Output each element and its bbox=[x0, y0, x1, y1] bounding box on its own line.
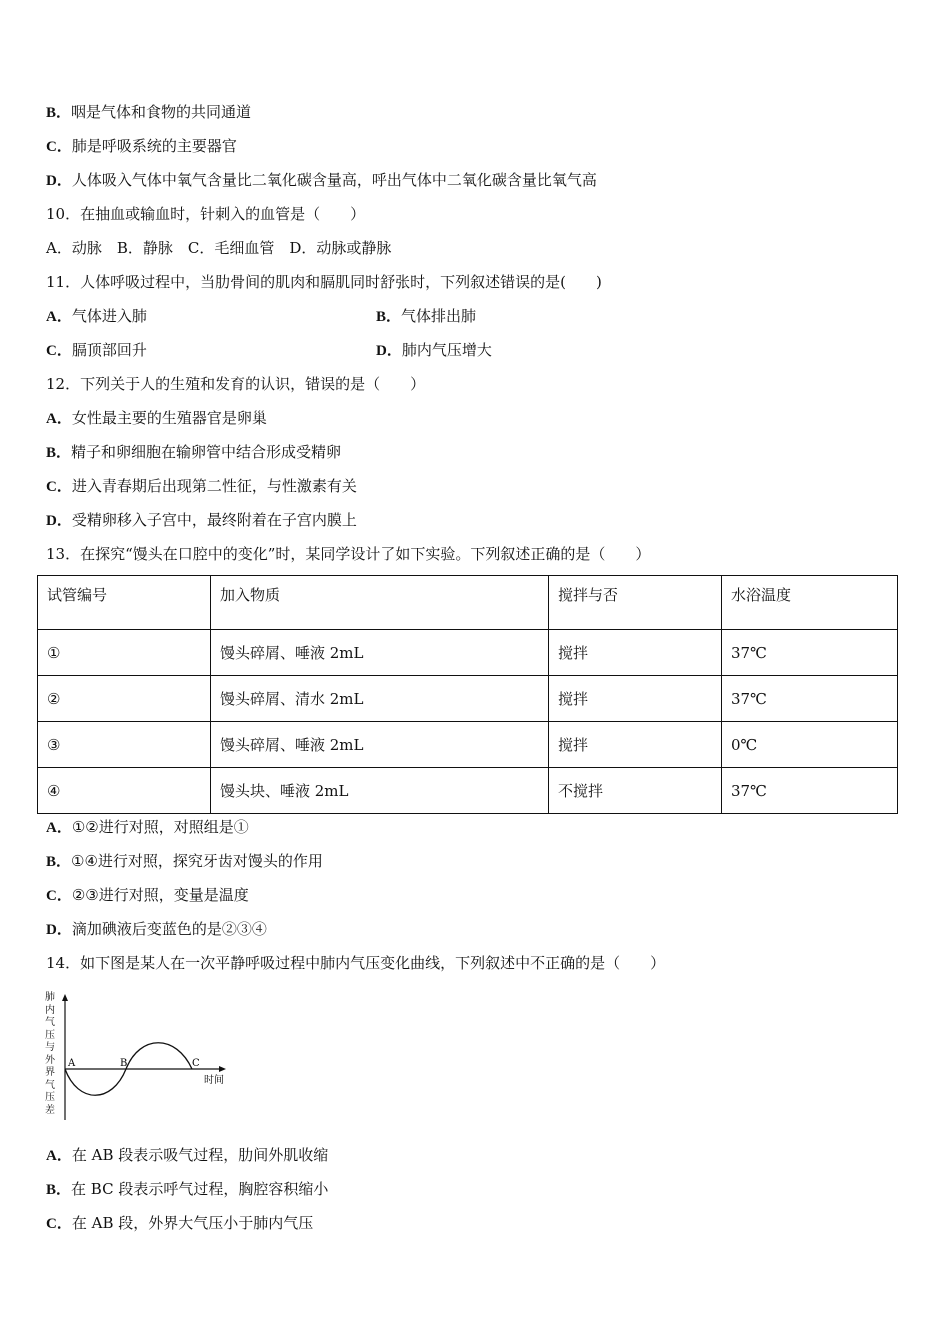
q13-option-b bbox=[46, 850, 323, 872]
q9-option-c bbox=[46, 135, 237, 157]
table-cell: 搅拌 bbox=[549, 722, 722, 768]
option-text: 膈顶部回升 bbox=[71, 341, 147, 359]
q14-option-c bbox=[46, 1212, 313, 1234]
option-label: B． bbox=[376, 309, 402, 325]
option-label: B． bbox=[46, 445, 72, 461]
table-cell: 搅拌 bbox=[549, 676, 722, 722]
q11-option-a bbox=[46, 305, 147, 327]
question-10-options: A．动脉 B．静脉 C．毛细血管 D．动脉或静脉 bbox=[46, 239, 392, 257]
table-cell: ② bbox=[38, 676, 211, 722]
option-text: 进入青春期后出现第二性征，与性激素有关 bbox=[71, 477, 357, 495]
header-cell: 水浴温度 bbox=[722, 576, 898, 630]
option-text: 气体排出肺 bbox=[401, 307, 477, 325]
option-label: C． bbox=[46, 139, 72, 155]
option-label: A． bbox=[46, 309, 72, 325]
option-label: C． bbox=[46, 343, 72, 359]
y-label-char: 气 bbox=[45, 1017, 55, 1028]
y-label-char: 与 bbox=[45, 1042, 55, 1053]
question-12: 12．下列关于人的生殖和发育的认识，错误的是（ ） bbox=[46, 375, 426, 393]
y-label-char: 内 bbox=[45, 1004, 55, 1016]
option-text: 在 AB 段，外界大气压小于肺内气压 bbox=[71, 1214, 314, 1232]
option-label: A． bbox=[46, 820, 72, 836]
table-cell: ① bbox=[38, 630, 211, 676]
point-c-label: C bbox=[192, 1058, 200, 1069]
y-label-char: 压 bbox=[45, 1029, 55, 1041]
option-text: 在 BC 段表示呼气过程，胸腔容积缩小 bbox=[71, 1180, 329, 1198]
question-13: 13．在探究“馒头在口腔中的变化”时，某同学设计了如下实验。下列叙述正确的是（ ） bbox=[46, 545, 651, 563]
question-10: 10．在抽血或输血时，针刺入的血管是（ ） bbox=[46, 205, 366, 223]
option-text: 滴加碘液后变蓝色的是②③④ bbox=[71, 920, 267, 938]
q9-option-d bbox=[46, 169, 597, 191]
q12-option-b bbox=[46, 441, 341, 463]
option-label: B． bbox=[46, 854, 72, 870]
pressure-curve-figure bbox=[40, 992, 240, 1127]
q12-option-d bbox=[46, 509, 357, 531]
q14-option-a bbox=[46, 1144, 328, 1166]
option-label: C． bbox=[46, 1216, 72, 1232]
q9-option-b bbox=[46, 101, 251, 123]
table-row bbox=[38, 630, 898, 676]
y-axis-arrow bbox=[62, 994, 68, 1001]
y-label-char: 肺 bbox=[45, 992, 55, 1003]
table-cell: 37℃ bbox=[722, 630, 898, 676]
option-text: 气体进入肺 bbox=[71, 307, 147, 325]
table-header-row bbox=[38, 576, 898, 630]
header-cell: 试管编号 bbox=[38, 576, 211, 630]
option-text: 精子和卵细胞在输卵管中结合形成受精卵 bbox=[71, 443, 342, 461]
option-label: C． bbox=[46, 479, 72, 495]
header-cell: 加入物质 bbox=[211, 576, 549, 630]
table-cell: 馒头碎屑、唾液 2mL bbox=[211, 722, 549, 768]
q13-option-c bbox=[46, 884, 249, 906]
option-label: B． bbox=[46, 1182, 72, 1198]
table-cell: ④ bbox=[38, 768, 211, 814]
point-b-label: B bbox=[120, 1058, 128, 1069]
table-cell: 0℃ bbox=[722, 722, 898, 768]
table-cell: 馒头块、唾液 2mL bbox=[211, 768, 549, 814]
y-label-char: 差 bbox=[45, 1104, 55, 1116]
option-label: B． bbox=[46, 105, 72, 121]
table-cell: 37℃ bbox=[722, 768, 898, 814]
table-row bbox=[38, 722, 898, 768]
x-axis-label: 时间 bbox=[204, 1075, 224, 1086]
y-label-char: 压 bbox=[45, 1092, 55, 1103]
y-label-char: 界 bbox=[45, 1067, 55, 1078]
table-cell: 搅拌 bbox=[549, 630, 722, 676]
option-text: ②③进行对照，变量是温度 bbox=[71, 886, 249, 904]
option-label: D． bbox=[46, 173, 72, 189]
option-label: D． bbox=[376, 343, 402, 359]
q11-option-b bbox=[376, 305, 476, 327]
option-label: D． bbox=[46, 922, 72, 938]
experiment-table bbox=[37, 575, 898, 814]
option-text: 在 AB 段表示吸气过程，肋间外肌收缩 bbox=[71, 1146, 329, 1164]
option-text: ①②进行对照，对照组是① bbox=[71, 818, 249, 836]
header-cell: 搅拌与否 bbox=[549, 576, 722, 630]
option-text: 人体吸入气体中氧气含量比二氧化碳含量高，呼出气体中二氧化碳含量比氧气高 bbox=[71, 171, 597, 189]
option-label: A． bbox=[46, 411, 72, 427]
option-label: D． bbox=[46, 513, 72, 529]
q11-option-d bbox=[376, 339, 492, 361]
y-label-char: 气 bbox=[45, 1079, 55, 1091]
q13-option-d bbox=[46, 918, 267, 940]
q14-option-b bbox=[46, 1178, 328, 1200]
option-label: C． bbox=[46, 888, 72, 904]
table-cell: ③ bbox=[38, 722, 211, 768]
table-row bbox=[38, 768, 898, 814]
option-text: 肺内气压增大 bbox=[401, 341, 492, 359]
q12-option-a bbox=[46, 407, 267, 429]
table-cell: 37℃ bbox=[722, 676, 898, 722]
table-row bbox=[38, 676, 898, 722]
q12-option-c bbox=[46, 475, 357, 497]
q11-option-c bbox=[46, 339, 147, 361]
y-label-char: 外 bbox=[45, 1054, 55, 1066]
option-text: 肺是呼吸系统的主要器官 bbox=[71, 137, 237, 155]
option-label: A． bbox=[46, 1148, 72, 1164]
table-cell: 不搅拌 bbox=[549, 768, 722, 814]
x-axis-arrow bbox=[219, 1066, 226, 1072]
option-text: 受精卵移入子宫中，最终附着在子宫内膜上 bbox=[71, 511, 357, 529]
q13-option-a bbox=[46, 816, 249, 838]
table-cell: 馒头碎屑、唾液 2mL bbox=[211, 630, 549, 676]
point-a-label: A bbox=[68, 1058, 76, 1069]
question-14: 14．如下图是某人在一次平静呼吸过程中肺内气压变化曲线，下列叙述中不正确的是（ ） bbox=[46, 954, 666, 972]
option-text: 女性最主要的生殖器官是卵巢 bbox=[71, 409, 267, 427]
option-text: ①④进行对照，探究牙齿对馒头的作用 bbox=[71, 852, 323, 870]
curve-svg bbox=[40, 992, 240, 1127]
option-text: 咽是气体和食物的共同通道 bbox=[71, 103, 252, 121]
table-cell: 馒头碎屑、清水 2mL bbox=[211, 676, 549, 722]
question-11: 11．人体呼吸过程中，当肋骨间的肌肉和膈肌同时舒张时，下列叙述错误的是( ) bbox=[46, 273, 602, 291]
